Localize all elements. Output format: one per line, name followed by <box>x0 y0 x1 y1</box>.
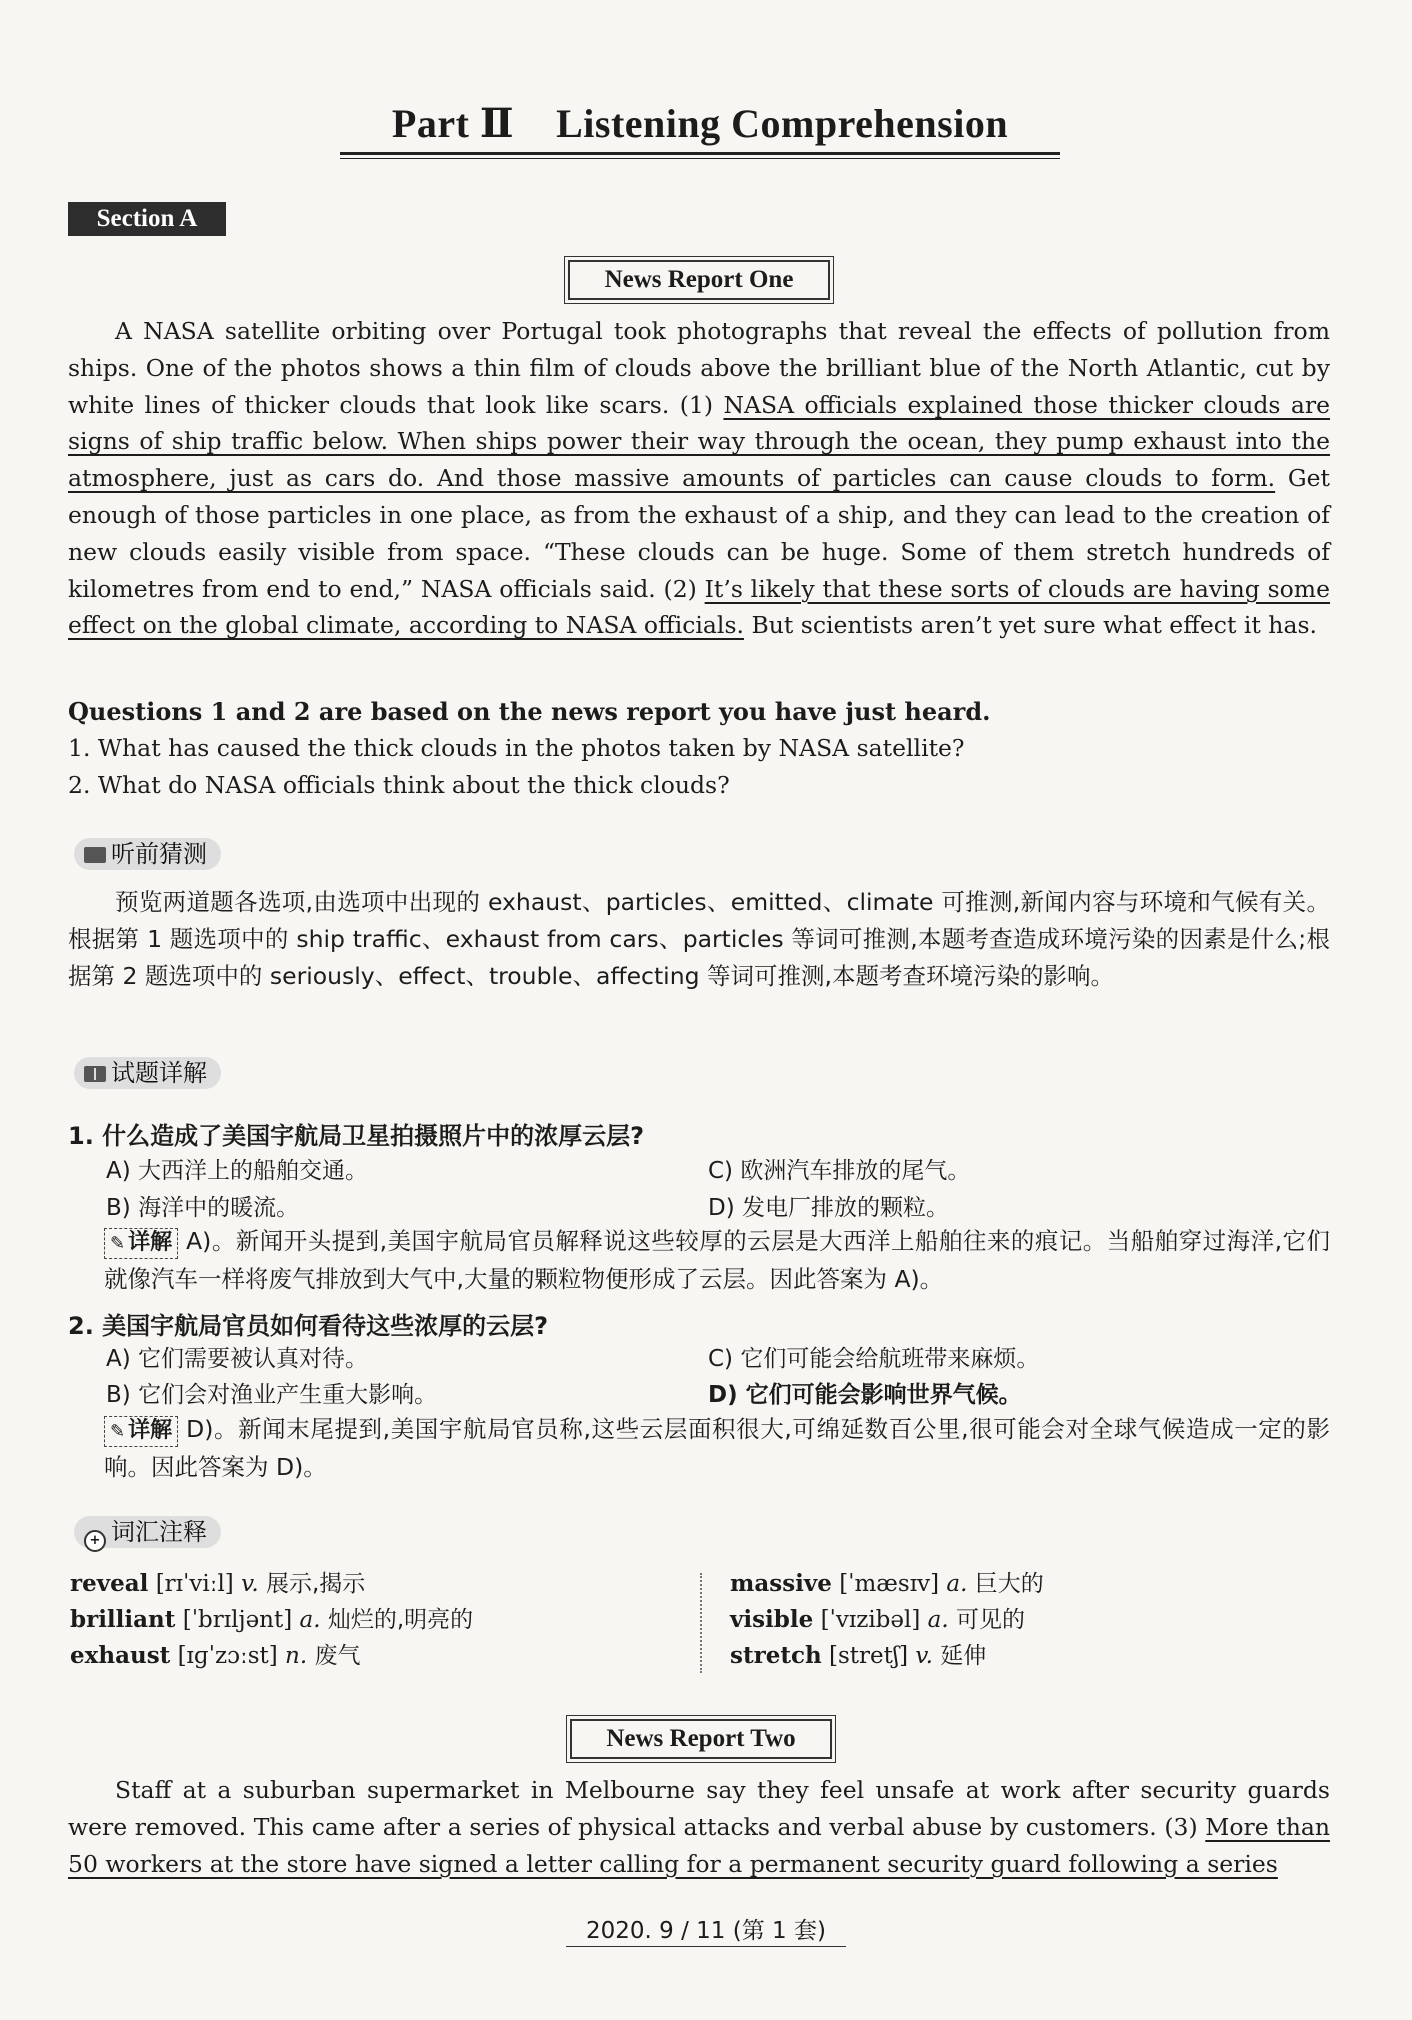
part-number: Part Ⅱ <box>391 101 515 146</box>
cn-question-1: 1. 什么造成了美国宇航局卫星拍摄照片中的浓厚云层? <box>68 1122 645 1150</box>
passage-text: Staff at a suburban supermarket in Melbourne say they feel unsafe at work after security guards were removed. This came after a series of physical attacks and verbal abuse by customers. (3) <box>68 1776 1330 1841</box>
vocab-entry: visible [ˈvɪzibəl] a. 可见的 <box>730 1606 1026 1633</box>
footer-rule <box>566 1946 846 1947</box>
q1-option-d: D) 发电厂排放的颗粒。 <box>708 1195 949 1221</box>
cn-question-2: 2. 美国宇航局官员如何看待这些浓厚的云层? <box>68 1312 549 1340</box>
q2-detail-text: D)。新闻末尾提到,美国宇航局官员称,这些云层面积很大,可绵延数百公里,很可能会对全球气候造成一定的影响。因此答案为 D)。 <box>104 1415 1330 1481</box>
q1-detail <box>104 1222 1330 1298</box>
report-two-passage <box>68 1772 1330 1882</box>
underlined-sentence: More than 50 workers at the store have signed a letter calling for a permanent security guard following a series <box>68 1812 1331 1878</box>
prelisten-tag <box>74 838 221 870</box>
questions-header: Questions 1 and 2 are based on the news report you have just heard. <box>68 697 991 726</box>
q2-detail <box>104 1410 1330 1486</box>
title-rule-thin <box>340 158 1060 159</box>
vocab-entry: brilliant [ˈbrɪljənt] a. 灿烂的,明亮的 <box>70 1606 474 1633</box>
vocab-entry: reveal [rɪˈviːl] v. 展示,揭示 <box>70 1570 366 1597</box>
q2-option-b: B) 它们会对渔业产生重大影响。 <box>106 1382 438 1408</box>
underlined-sentence: NASA officials explained those thicker clouds are signs of ship traffic below. When ships power their way through the ocean, they pump exhaust into the atmosphere, just as cars do. And those massive amounts of particles can cause clouds to form. <box>68 390 1330 493</box>
q2-option-d: D) 它们可能会影响世界气候。 <box>708 1382 1022 1408</box>
news-report-one-title: News Report One <box>568 260 830 300</box>
report-one-text <box>68 313 1330 644</box>
clock-icon: + <box>84 1530 106 1552</box>
section-label: Section A <box>68 202 226 236</box>
q1-option-a: A) 大西洋上的船舶交通。 <box>106 1158 369 1184</box>
folder-icon <box>84 847 106 863</box>
title-rule <box>340 152 1060 155</box>
question-2: 2. What do NASA officials think about the thick clouds? <box>68 771 730 799</box>
part-title <box>340 100 1060 147</box>
q1-option-b: B) 海洋中的暖流。 <box>106 1195 300 1221</box>
prelisten-text <box>68 884 1330 995</box>
q2-option-a: A) 它们需要被认真对待。 <box>106 1346 369 1372</box>
book-icon <box>84 1066 106 1082</box>
vocab-left <box>70 1566 473 1674</box>
vocab-entry: massive [ˈmæsɪv] a. 巨大的 <box>730 1570 1044 1597</box>
report-two-text <box>68 1772 1330 1882</box>
passage-text: A NASA satellite orbiting over Portugal took photographs that reveal the effects of pollution from ships. One of the photos shows a thin film of clouds above the brilliant blue of the North Atlantic, cut by white lines of thicker clouds that look like scars. (1) <box>68 317 1330 419</box>
underlined-sentence: It’s likely that these sorts of clouds are having some effect on the global climate, according to NASA officials. <box>68 574 1330 640</box>
passage-text: But scientists aren’t yet sure what effect it has. <box>743 611 1317 640</box>
detail-label: ✎ 详解 <box>104 1228 178 1259</box>
news-report-two-title: News Report Two <box>570 1719 832 1759</box>
vocab-right <box>730 1566 1044 1674</box>
page-footer: 2020. 9 / 11 (第 1 套) <box>586 1918 826 1944</box>
vocab-tag <box>74 1516 221 1548</box>
explain-tag <box>74 1057 221 1089</box>
explain-tag-label: 试题详解 <box>111 1059 207 1087</box>
prelisten-tag-label: 听前猜测 <box>111 840 207 868</box>
vocab-tag-label: 词汇注释 <box>111 1518 207 1546</box>
passage-text: Get enough of those particles in one place, as from the exhaust of a ship, and they can lead to the creation of new clouds easily visible from space. “These clouds can be huge. Some of them stretch hundreds of kilometres from end to end,” NASA officials said. (2) <box>68 464 1331 603</box>
vocab-divider <box>700 1573 702 1673</box>
vocab-entry: exhaust [ɪɡˈzɔːst] n. 废气 <box>70 1642 361 1669</box>
vocab-entry: stretch [stretʃ] v. 延伸 <box>730 1642 987 1669</box>
prelisten-paragraph: 预览两道题各选项,由选项中出现的 exhaust、particles、emitted、climate 可推测,新闻内容与环境和气候有关。根据第 1 题选项中的 ship traffic、exhaust from cars、particles 等词可推测,本题考查造成环境污染的因素是什么;根据第 2 题选项中的 seriously、effect、trouble、affecting 等词可推测,本题考查环境污染的影响。 <box>68 888 1330 990</box>
q1-option-c: C) 欧洲汽车排放的尾气。 <box>708 1158 971 1184</box>
q1-detail-text: A)。新闻开头提到,美国宇航局官员解释说这些较厚的云层是大西洋上船舶往来的痕记。当船舶穿过海洋,它们就像汽车一样将废气排放到大气中,大量的颗粒物便形成了云层。因此答案为 A)。 <box>104 1227 1330 1293</box>
pen-icon: ✎ <box>110 1233 126 1254</box>
pen-icon: ✎ <box>110 1421 126 1442</box>
report-one-passage <box>68 313 1330 644</box>
question-1: 1. What has caused the thick clouds in the photos taken by NASA satellite? <box>68 734 965 762</box>
part-heading: Listening Comprehension <box>556 101 1009 146</box>
detail-label: ✎ 详解 <box>104 1416 178 1447</box>
q2-option-c: C) 它们可能会给航班带来麻烦。 <box>708 1346 1040 1372</box>
